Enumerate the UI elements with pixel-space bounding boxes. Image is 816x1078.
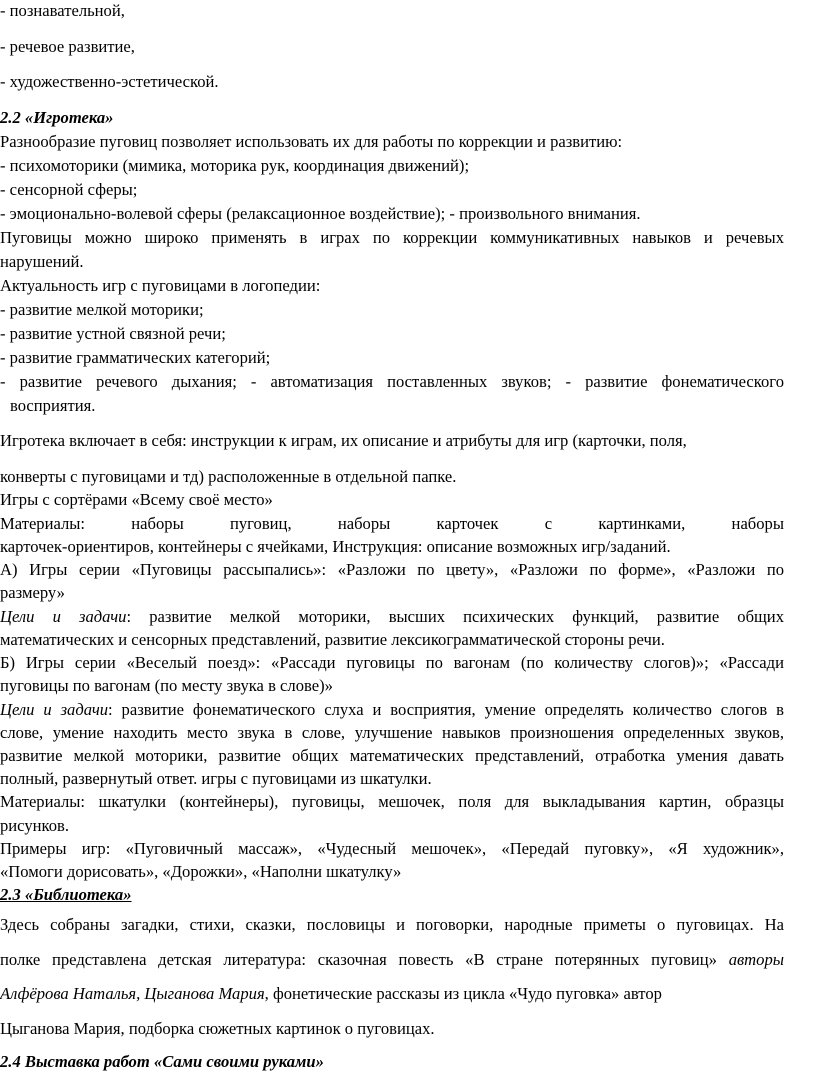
paragraph: Разнообразие пуговиц позволяет использовать их для работы по коррекции и развитию: bbox=[0, 132, 623, 151]
paragraph bbox=[0, 983, 662, 1005]
list-item: - эмоционально-волевой сферы (релаксационное воздействие); - произвольного внимания. bbox=[0, 204, 641, 223]
paragraph: «Помоги дорисовать», «Дорожки», «Наполни шкатулку» bbox=[0, 862, 402, 881]
paragraph: слове, умение находить место звука в слове, улучшение навыков произношения определенных звуков, bbox=[0, 723, 784, 742]
paragraph: пуговицы по вагонам (по месту звука в слове)» bbox=[0, 676, 333, 695]
paragraph-text: полке представлена детская литература: сказочная повесть «В стране потерянных пуговиц» bbox=[0, 950, 717, 969]
list-item: - речевое развитие, bbox=[0, 37, 135, 56]
paragraph: размеру» bbox=[0, 583, 65, 602]
list-item: - развитие речевого дыхания; - автоматизация поставленных звуков; - развитие фонематического bbox=[0, 372, 784, 391]
paragraph bbox=[0, 699, 784, 721]
paragraph: Здесь собраны загадки, стихи, сказки, пословицы и поговорки, народные приметы о пуговицах. На bbox=[0, 915, 784, 934]
paragraph: конверты с пуговицами и тд) расположенные в отдельной папке. bbox=[0, 467, 457, 486]
goals-text: : развитие фонематического слуха и восприятия, умение определять количество слогов в bbox=[108, 700, 784, 719]
paragraph: Б) Игры серии «Веселый поезд»: «Рассади пуговицы по вагонам (по количеству слогов)»; «Рассади bbox=[0, 653, 784, 672]
list-item: - сенсорной сферы; bbox=[0, 180, 138, 199]
paragraph: Актуальность игр с пуговицами в логопедии: bbox=[0, 276, 321, 295]
paragraph: рисунков. bbox=[0, 816, 69, 835]
list-item: - познавательной, bbox=[0, 1, 125, 20]
paragraph bbox=[0, 606, 784, 628]
paragraph-text: , фонетические рассказы из цикла «Чудо пуговка» автор bbox=[264, 984, 662, 1003]
list-item: - развитие устной связной речи; bbox=[0, 324, 226, 343]
paragraph: Материалы: наборы пуговиц, наборы карточек с картинками, наборы bbox=[0, 514, 784, 533]
goals-label: Цели и задачи bbox=[0, 700, 109, 719]
paragraph: карточек-ориентиров, контейнеры с ячейками, Инструкция: описание возможных игр/заданий. bbox=[0, 537, 671, 556]
authors-label: авторы bbox=[728, 950, 785, 969]
paragraph bbox=[0, 949, 784, 971]
goals-text: : развитие мелкой моторики, высших психических функций, развитие общих bbox=[126, 607, 784, 626]
goals-label: Цели и задачи bbox=[0, 607, 127, 626]
section-heading-igroteka: 2.2 «Игротека» bbox=[0, 108, 114, 127]
paragraph: Материалы: шкатулки (контейнеры), пуговицы, мешочек, поля для выкладывания картин, образцы bbox=[0, 792, 784, 811]
paragraph: нарушений. bbox=[0, 252, 84, 271]
authors-names: Алфёрова Наталья, Цыганова Мария bbox=[0, 984, 265, 1003]
paragraph: Игры с сортёрами «Всему своё место» bbox=[0, 490, 273, 509]
paragraph: развитие мелкой моторики, развитие общих математических представлений, отработка умения давать bbox=[0, 746, 784, 765]
paragraph: Игротека включает в себя: инструкции к играм, их описание и атрибуты для игр (карточки, поля, bbox=[0, 431, 687, 450]
list-item: восприятия. bbox=[10, 396, 96, 415]
paragraph: полный, развернутый ответ. игры с пуговицами из шкатулки. bbox=[0, 769, 432, 788]
paragraph: математических и сенсорных представлений, развитие лексикограмматической стороны речи. bbox=[0, 630, 665, 649]
paragraph: А) Игры серии «Пуговицы рассыпались»: «Разложи по цвету», «Разложи по форме», «Разложи по bbox=[0, 560, 784, 579]
list-item: - развитие мелкой моторики; bbox=[0, 300, 204, 319]
paragraph: Примеры игр: «Пуговичный массаж», «Чудесный мешочек», «Передай пуговку», «Я художник», bbox=[0, 839, 784, 858]
paragraph: Пуговицы можно широко применять в играх по коррекции коммуникативных навыков и речевых bbox=[0, 228, 784, 247]
section-heading-exhibition: 2.4 Выставка работ «Сами своими руками» bbox=[0, 1052, 324, 1071]
section-heading-biblioteka: 2.3 «Библиотека» bbox=[0, 885, 132, 904]
list-item: - развитие грамматических категорий; bbox=[0, 348, 271, 367]
list-item: - психомоторики (мимика, моторика рук, координация движений); bbox=[0, 156, 470, 175]
list-item: - художественно-эстетической. bbox=[0, 72, 219, 91]
paragraph: Цыганова Мария, подборка сюжетных картинок о пуговицах. bbox=[0, 1019, 435, 1038]
